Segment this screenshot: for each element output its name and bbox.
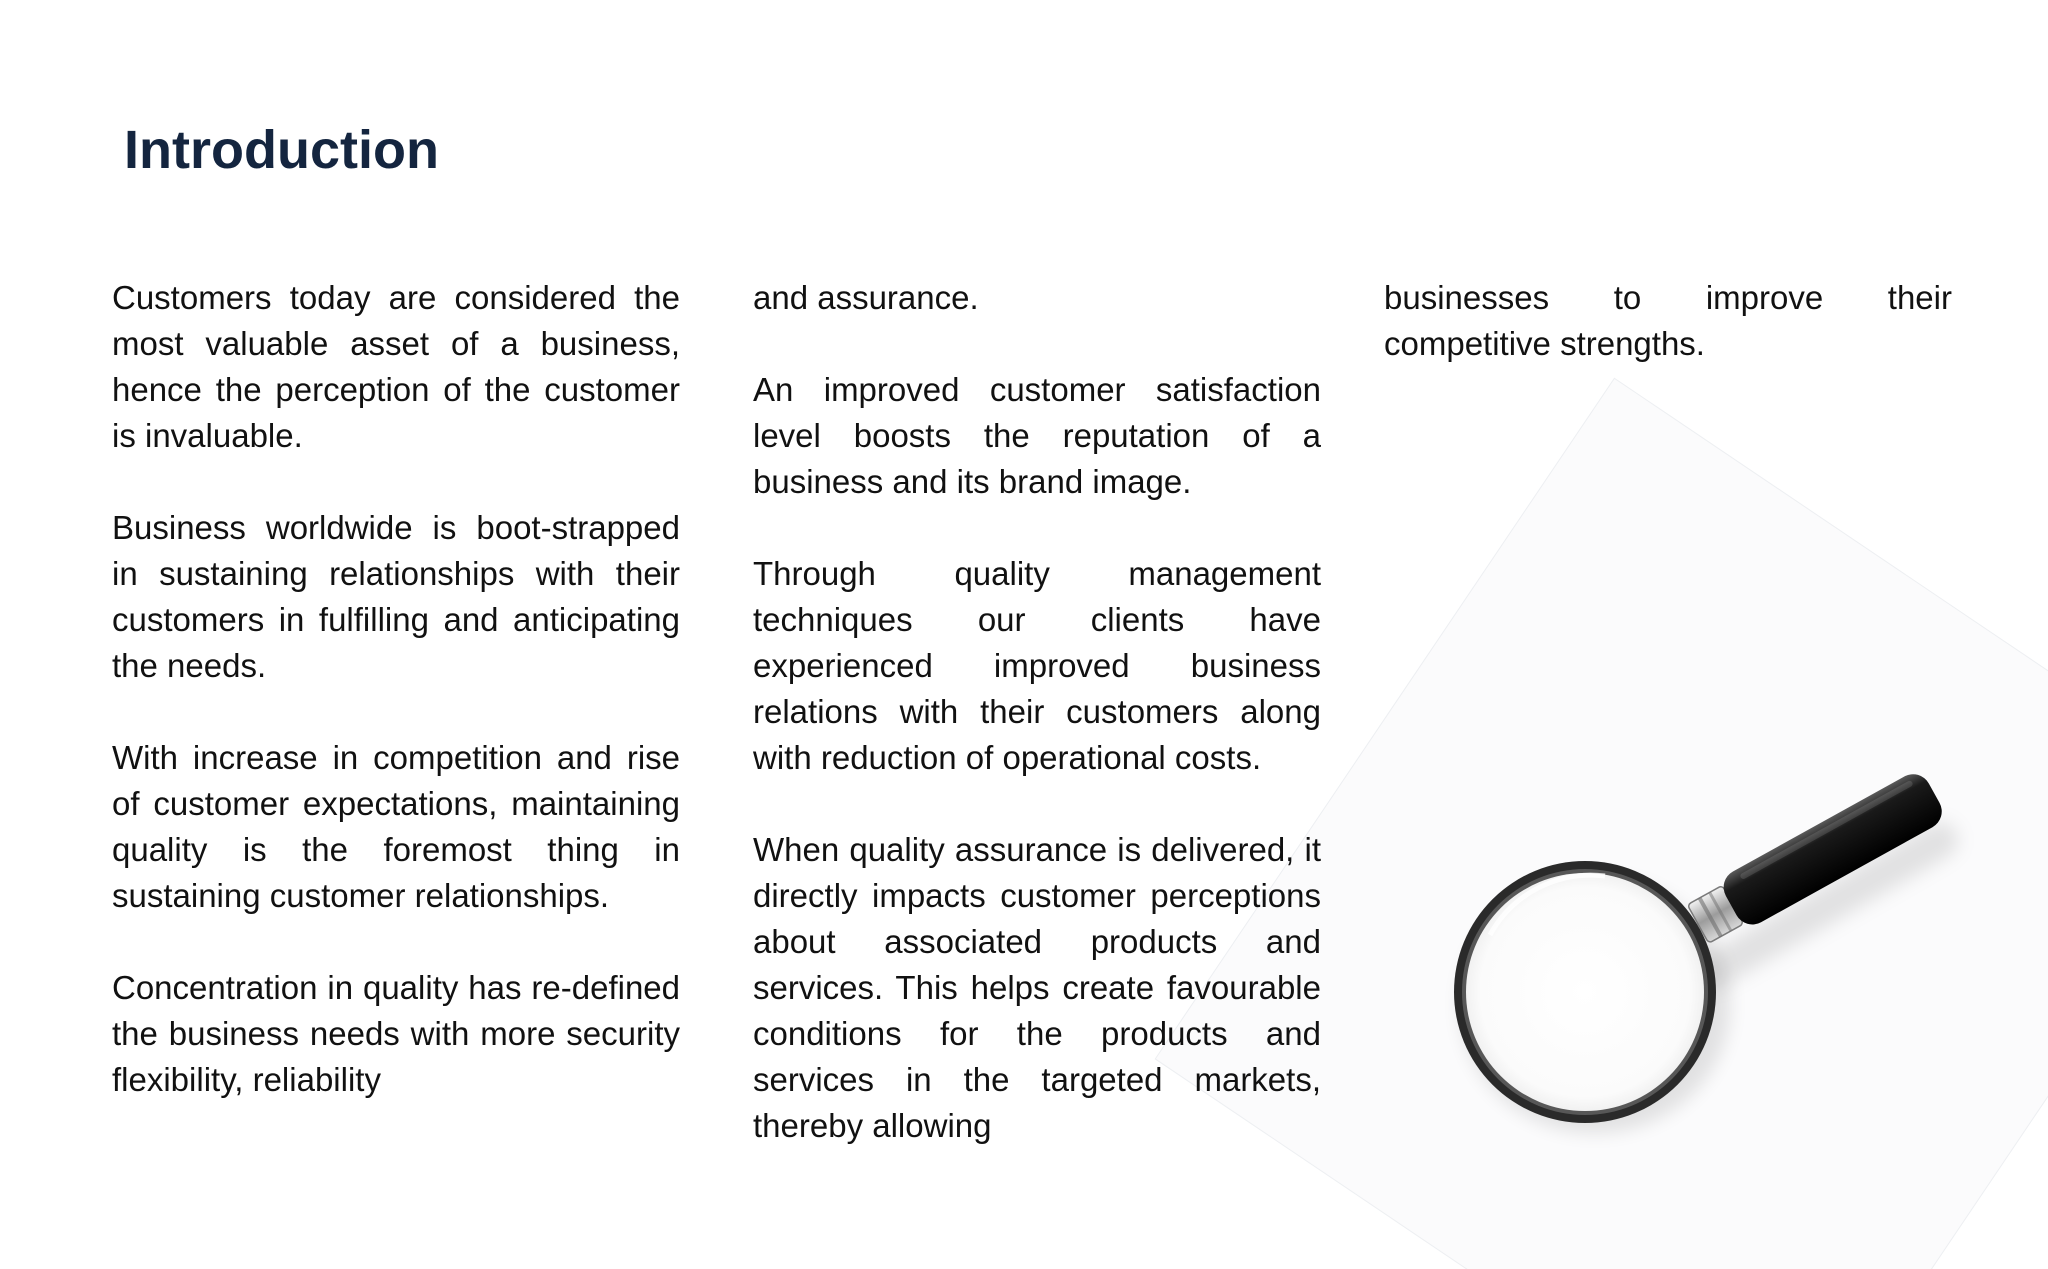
text-column-1 — [112, 275, 680, 1103]
text-column-2 — [753, 275, 1321, 1149]
paragraph: Through quality management techniques our clients have experienced improved business relations with their customers along with reduction of operational costs. — [753, 555, 1321, 776]
paragraph: With increase in competition and rise of customer expectations, maintaining quality is the foremost thing in sustaining customer relationships. — [112, 739, 680, 914]
magnifying-glass-icon — [1380, 720, 2040, 1180]
paragraph: When quality assurance is delivered, it directly impacts customer perceptions about associated products and services. This helps create favourable conditions for the products and services in the targeted markets, thereby allowing — [753, 831, 1321, 1144]
magnifying-glass-image — [1380, 720, 2040, 1180]
text-column-3 — [1384, 275, 1952, 367]
page-title: Introduction — [124, 120, 439, 180]
paragraph: and assurance. — [753, 279, 979, 316]
paragraph: Concentration in quality has re-defined the business needs with more security flexibility, reliability — [112, 969, 680, 1098]
paragraph: Business worldwide is boot-strapped in sustaining relationships with their customers in fulfilling and anticipating the needs. — [112, 509, 680, 684]
paragraph: businesses to improve their competitive strengths. — [1384, 279, 1952, 362]
paragraph: Customers today are considered the most valuable asset of a business, hence the perception of the customer is invaluable. — [112, 279, 680, 454]
paragraph: An improved customer satisfaction level boosts the reputation of a business and its brand image. — [753, 371, 1321, 500]
